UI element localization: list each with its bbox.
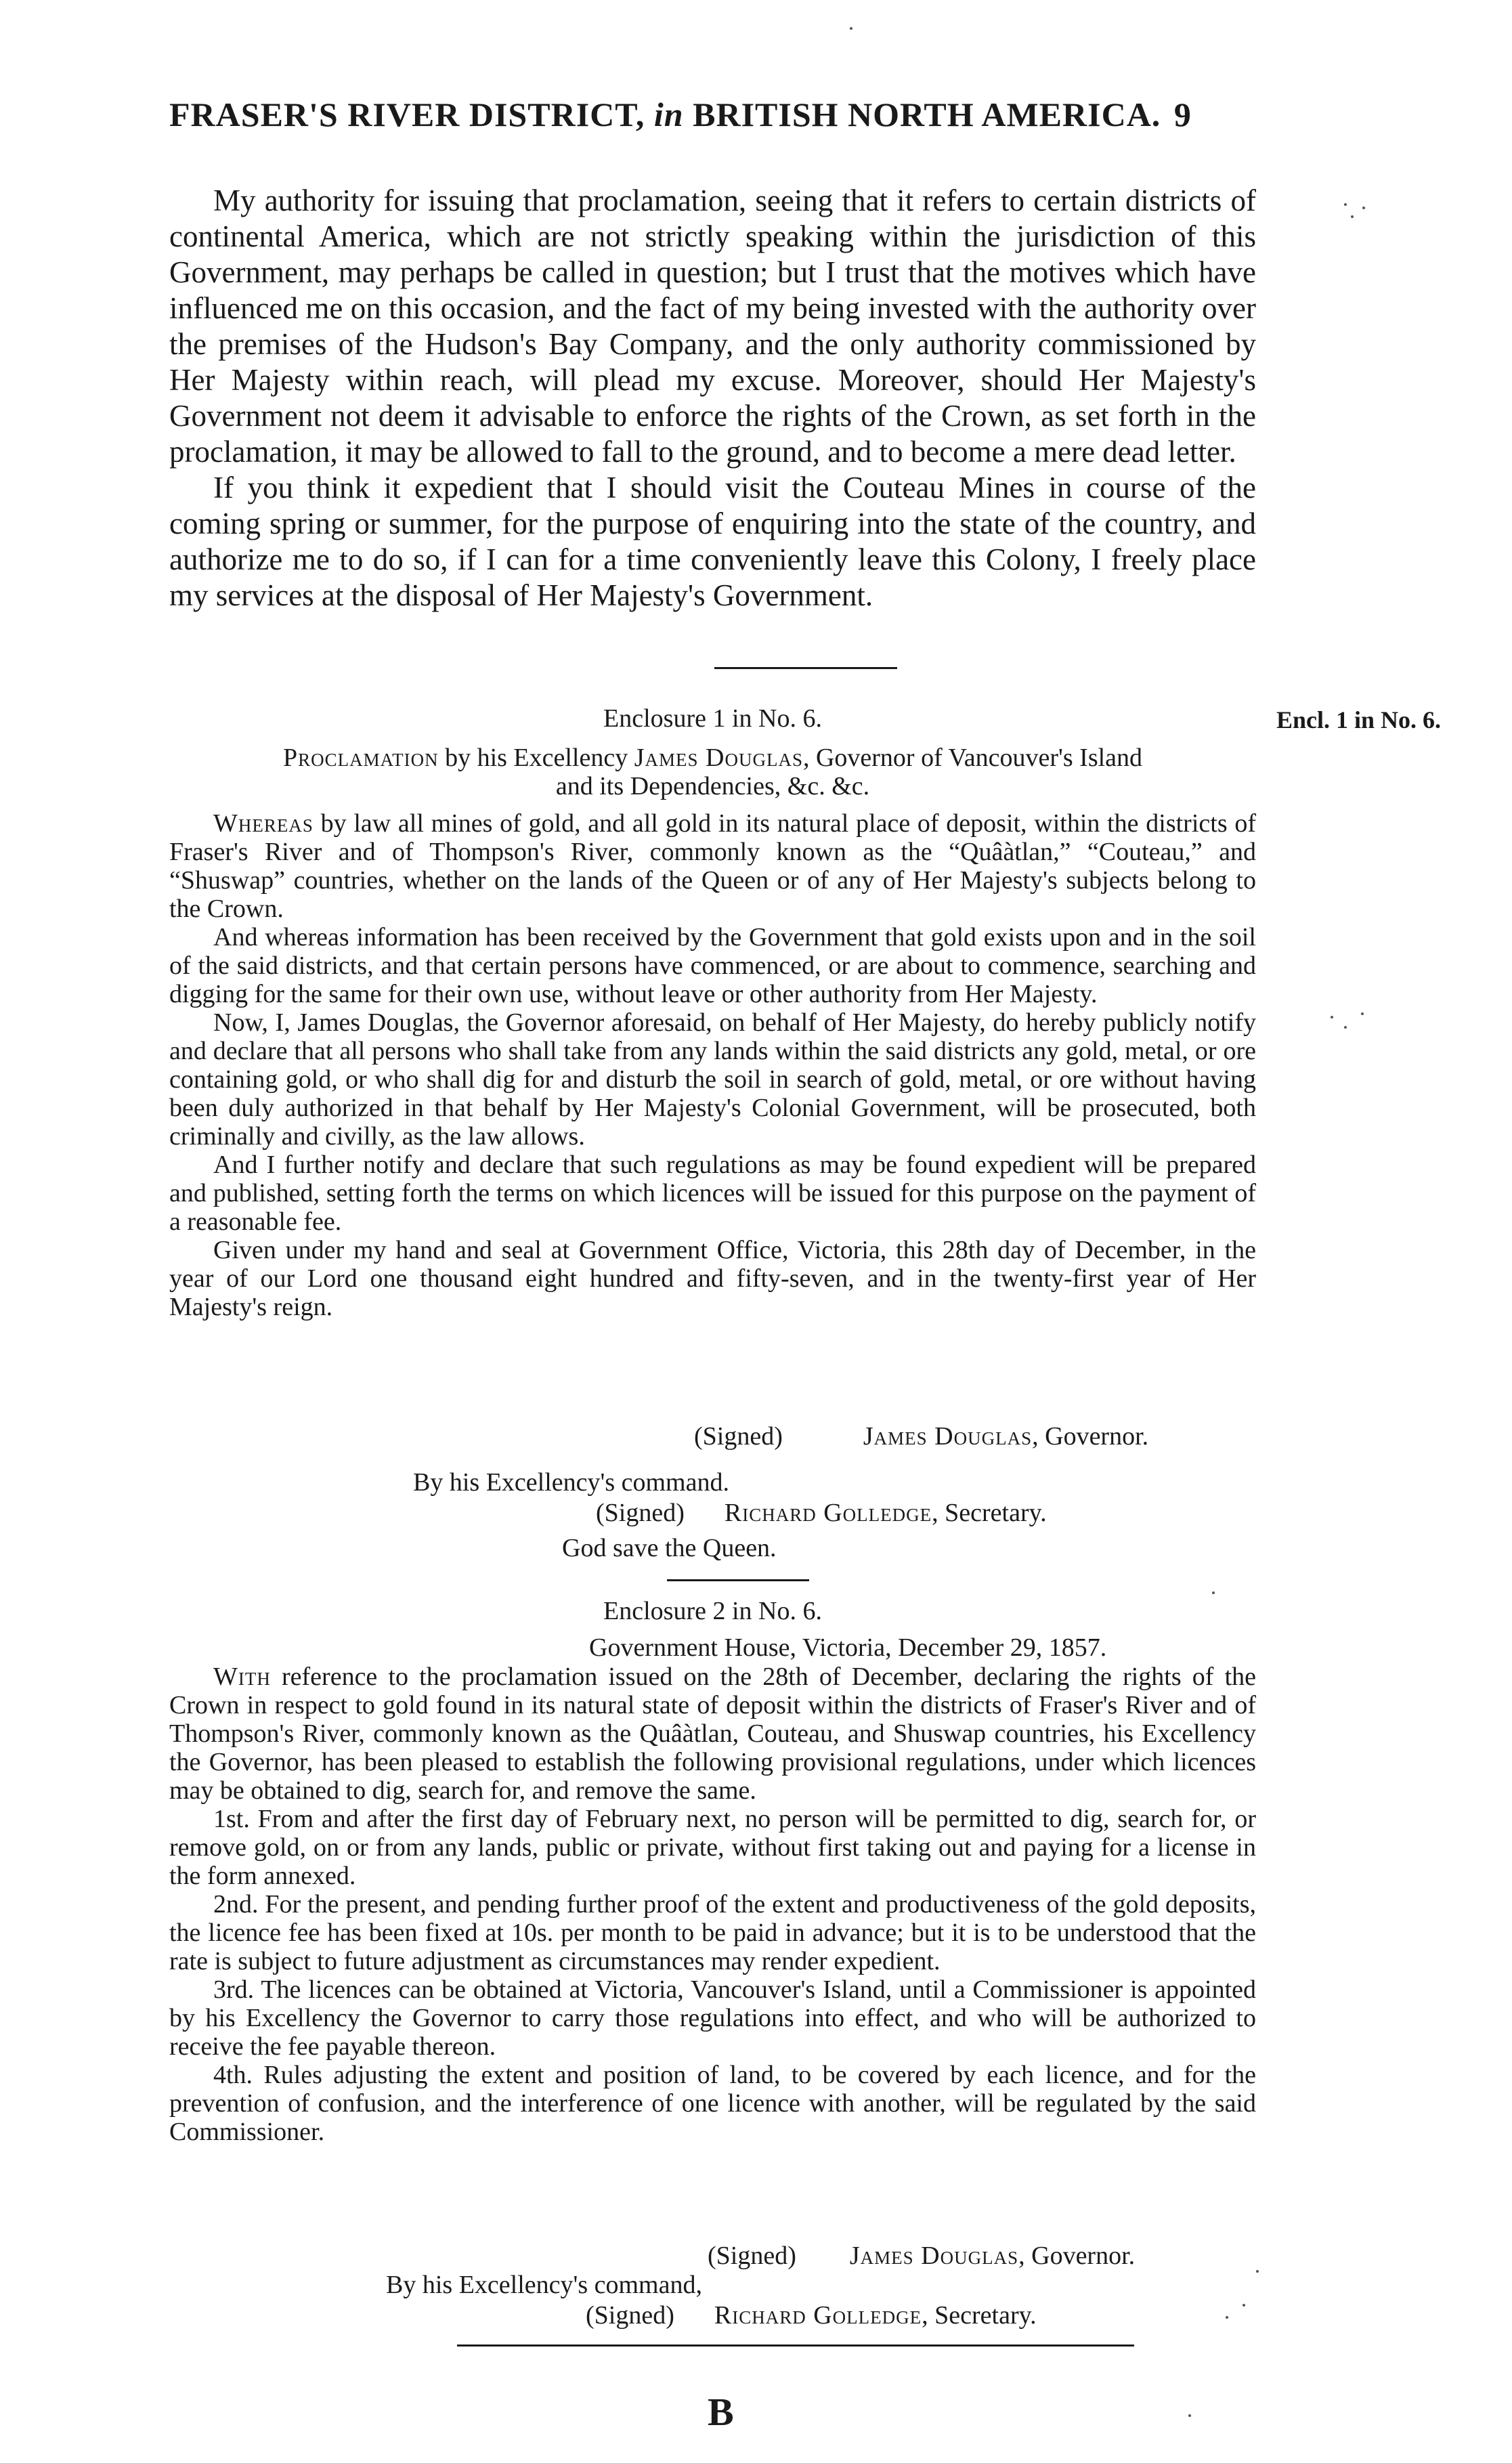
proclamation-paragraph: And I further notify and declare that such regulations as may be found expedient will be prepared and published, setting forth the terms on which licences will be issued for this purpose on the payment of a reasonable fee. [169, 1151, 1256, 1236]
enclosure1-margin-note: Encl. 1 in No. 6. [1276, 706, 1442, 733]
enclosure2-secretary-signature: (Signed) Richard Golledge, Secretary. [586, 2301, 1037, 2330]
letter-paragraph: My authority for issuing that proclamation, seeing that it refers to certain districts of continental America, which are not strictly speaking within the jurisdiction of this Government, may perhaps be called in question; but I trust that the motives which have influenced me on this occasion, and the fact of my being invested with the authority over the premises of the Hudson's Bay Company, and the only authority commissioned by Her Majesty within reach, will plead my excuse. Moreover, should Her Majesty's Government not deem it advisable to enforce the rights of the Crown, as set forth in the proclamation, it may be allowed to fall to the ground, and to become a mere dead letter. [169, 184, 1256, 469]
signature-mark: B [708, 2390, 734, 2434]
enclosure1-command-line: By his Excellency's command. [413, 1468, 729, 1497]
proclamation-name: James Douglas [634, 744, 803, 772]
header-suffix: BRITISH NORTH AMERICA. [693, 95, 1161, 133]
header-italic: in [653, 95, 684, 133]
regulation-item: 1st. From and after the first day of February next, no person will be permitted to dig, search for, or remove gold, on or from any lands, public or private, without first taking out and paying for a license in the form annexed. [169, 1805, 1256, 1890]
god-save-the-queen: God save the Queen. [562, 1534, 777, 1562]
proclamation-title-line2: and its Dependencies, &c. &c. [555, 772, 870, 800]
regulation-item: 2nd. For the present, and pending further proof of the extent and productiveness of the gold deposits, the licence fee has been fixed at 10s. per month to be paid in advance; but it is to be understood that the rate is subject to future adjustment as circumstances may render expedient. [169, 1890, 1256, 1975]
header-prefix: FRASER'S RIVER DISTRICT, [169, 95, 645, 133]
regulations-paragraph: With reference to the proclamation issued on the 28th of December, declaring the rights of the Crown in respect to gold found in its natural state of deposit within the districts of Fraser's River and of Thompson's River, commonly known as the Quâàtlan, Couteau, and Shuswap countries, his Excellency the Governor, has been pleased to establish the following provisional regulations, under which licences may be obtained to dig, search for, and remove the same. [169, 1663, 1256, 1805]
regulation-item: 4th. Rules adjusting the extent and position of land, to be covered by each licence, and for the prevention of confusion, and the interference of one licence with another, will be regulated by the said Commissioner. [169, 2061, 1256, 2146]
proclamation-paragraph: Given under my hand and seal at Government Office, Victoria, this 28th day of December, in the year of our Lord one thousand eight hundred and fifty-seven, and in the twenty-first year of Her Majesty's reign. [169, 1236, 1256, 1321]
proclamation-paragraph: And whereas information has been received by the Government that gold exists upon and in the soil of the said districts, and that certain persons have commenced, or are about to commence, searching and digging for the same for their own use, without leave or other authority from Her Majesty. [169, 923, 1256, 1008]
enclosure1-secretary-signature: (Signed) Richard Golledge, Secretary. [596, 1499, 1047, 1527]
letter-paragraph: If you think it expedient that I should visit the Couteau Mines in course of the coming spring or summer, for the purpose of enquiring into the state of the country, and authorize me to do so, if I can for a time conveniently leave this Colony, I freely place my services at the disposal of Her Majesty's Government. [169, 471, 1256, 612]
enclosure2-heading: Enclosure 2 in No. 6. [603, 1597, 822, 1625]
regulation-item: 3rd. The licences can be obtained at Victoria, Vancouver's Island, until a Commissioner is appointed by his Excellency the Governor to carry those regulations into effect, and who will be authorized to receive the fee payable thereon. [169, 1975, 1256, 2061]
proclamation-paragraph: Whereas by law all mines of gold, and all gold in its natural place of deposit, within the districts of Fraser's River and of Thompson's River, commonly known as the “Quâàtlan,” “Couteau,” and “Shuswap” countries, whether on the lands of the Queen or of any of Her Majesty's subjects belong to the Crown. [169, 809, 1256, 923]
whereas-word: Whereas [213, 809, 314, 838]
enclosure1-governor-signature: (Signed) James Douglas, Governor. [694, 1422, 1149, 1451]
enclosure2-place-date: Government House, Victoria, December 29, 1857. [589, 1633, 1107, 1662]
with-word: With [213, 1663, 271, 1691]
proclamation-word: Proclamation [282, 744, 439, 772]
page-number: 9 [1173, 95, 1192, 133]
enclosure1-heading: Enclosure 1 in No. 6. [603, 704, 822, 733]
enclosure2-command-line: By his Excellency's command, [386, 2271, 702, 2299]
proclamation-title-rest: , Governor of Vancouver's Island [802, 744, 1143, 772]
enclosure2-governor-signature: (Signed) James Douglas, Governor. [708, 2242, 1136, 2270]
proclamation-paragraph: Now, I, James Douglas, the Governor aforesaid, on behalf of Her Majesty, do hereby publicly notify and declare that all persons who shall take from any lands within the said districts any gold, metal, or ore containing gold, or who shall dig for and disturb the soil in search of gold, metal, or ore without having been duly authorized in that behalf by Her Majesty's Colonial Government, will be prosecuted, both criminally and civilly, as the law allows. [169, 1008, 1256, 1151]
proclamation-by: by his Excellency [445, 744, 628, 772]
